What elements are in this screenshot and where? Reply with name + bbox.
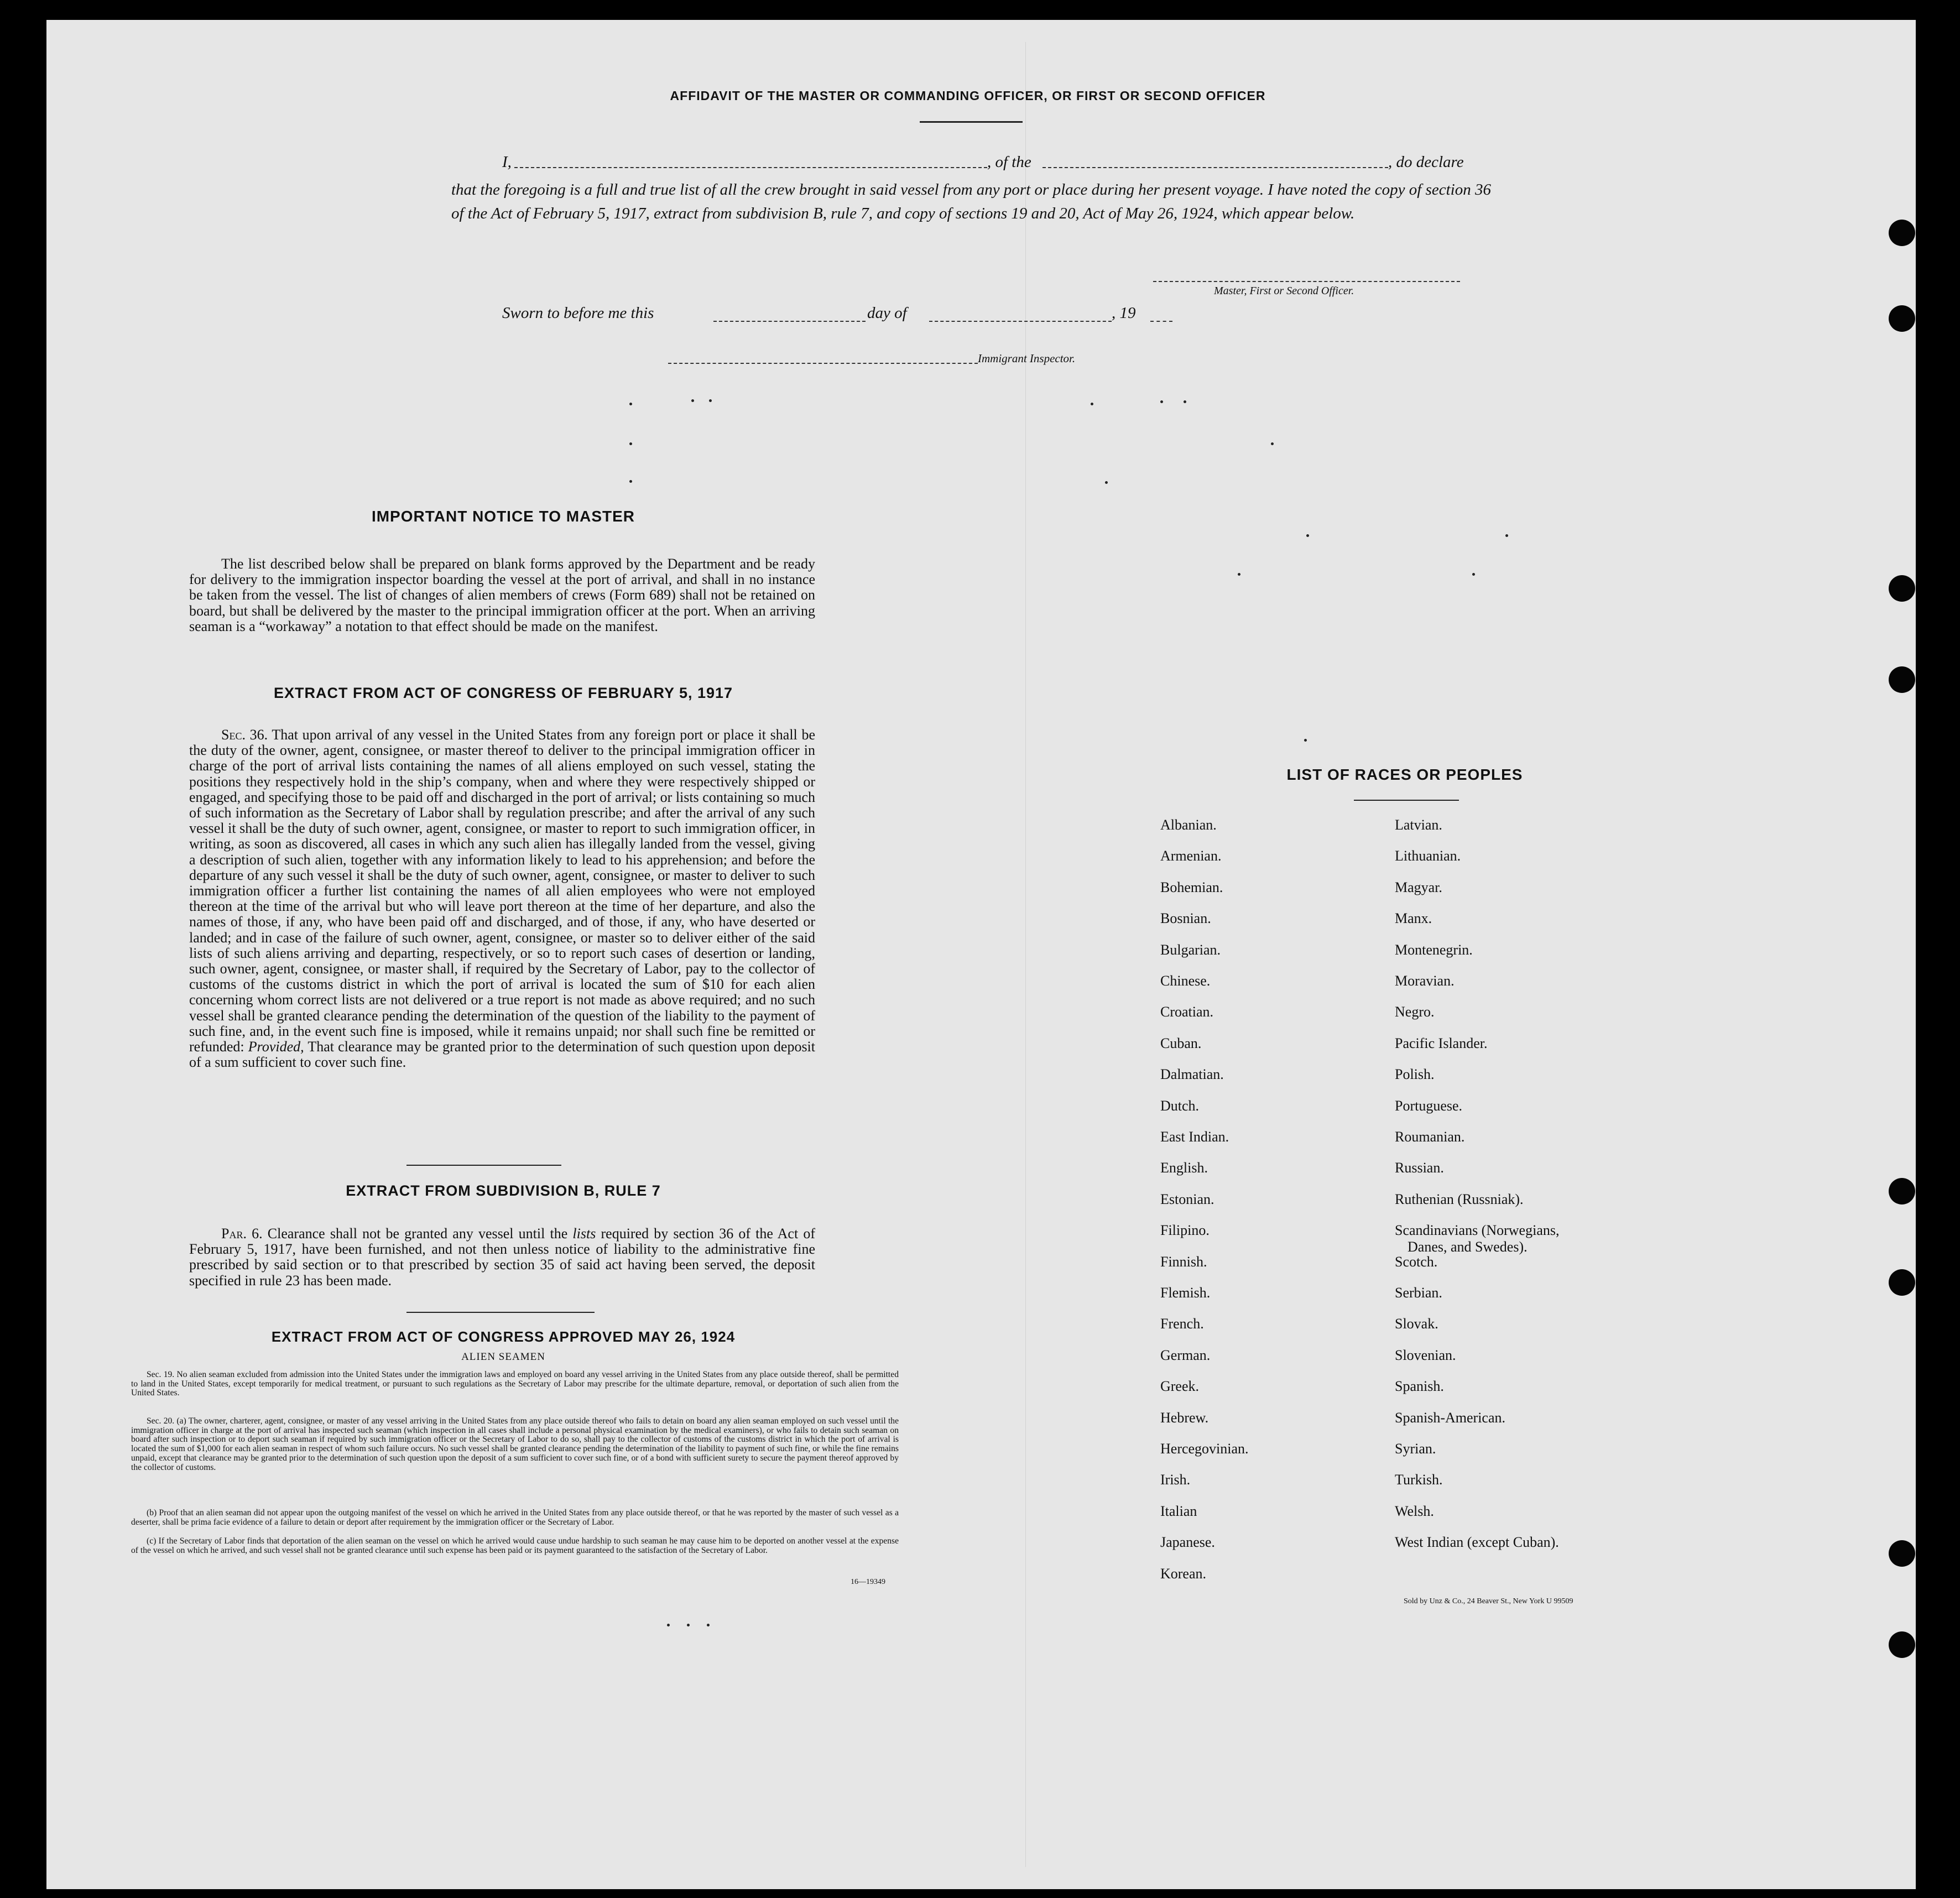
section-36-text [189, 727, 815, 1070]
divider [406, 1165, 561, 1166]
section-20b-text: (b) Proof that an alien seaman did not appear upon the outgoing manifest of the vessel on which he arrived in the United States from any place outside thereof, or that he was reported by the master of such vessel as a deserter, shall be prima facie evidence of a failure to detain or deport after requirement by the immigration officer or the Secretary of Labor. [131, 1508, 899, 1527]
speck [1505, 534, 1508, 537]
race-item: Magyar. [1395, 879, 1442, 895]
race-item: Dalmatian. [1160, 1066, 1224, 1083]
speck [629, 442, 632, 445]
binder-hole [1889, 1178, 1915, 1204]
form-number: 16—19349 [851, 1578, 885, 1586]
affidavit-i: I, [502, 153, 512, 171]
race-item: West Indian (except Cuban). [1395, 1534, 1559, 1551]
race-item: Welsh. [1395, 1503, 1434, 1519]
speck [1271, 442, 1274, 445]
fold-line [1025, 42, 1026, 1867]
race-item: Italian [1160, 1503, 1197, 1519]
sworn-prefix: Sworn to before me this [502, 304, 654, 322]
races-title-rule [1354, 800, 1459, 801]
paragraph-6-rest: required by section 36 of the Act of February 5, 1917, have been furnished, and not then unless notice of liability to the administrative fine prescribed by said section or to that prescribed by section 35 of said act having been served, the deposit specified in rule 23 has been made. [189, 1226, 816, 1289]
speck [709, 399, 712, 402]
race-item: Negro. [1395, 1004, 1435, 1020]
section-36-body: That upon arrival of any vessel in the United States from any foreign port or place it shall be the duty of the owner, agent, consignee, or master thereof to deliver to the principal immigration officer in charge of the port of arrival lists containing the names of all aliens employed on such vessel, stating the positions they respectively hold in the ship’s company, when and where they were respectively shipped or engaged, and specifying those to be paid off and discharged in the port of arrival; or lists containing so much of such information as the Secretary of Labor shall by regulation prescribe; and after the arrival of any such vessel it shall be the duty of such owner, agent, consignee, or master to report to such immigration officer, in writing, as soon as discovered, all cases in which any such alien has illegally landed from the vessel, giving a description of such alien, together with any information likely to lead to his apprehension; and before the departure of any such vessel it shall be the duty of such owner, agent, consignee, or master to deliver to such immigration officer a further list containing the names of all alien employees who were not employed thereon at the time of the arrival but who will leave port thereon at the time of her departure, and also the names of those, if any, who have been paid off and discharged, and of those, if any, who have deserted or landed; and in case of the failure of such owner, agent, consignee, or master so to deliver either of the said lists of such aliens arriving and departing, respectively, or so to report such cases of desertion or landing, such owner, agent, consignee, or master shall, if required by the Secretary of Labor, pay to the collector of customs of the customs district in which the port of arrival is located the sum of $10 for each alien concerning whom correct lists are not delivered or a true report is not made as above required; and no such vessel shall be granted clearance pending the determination of the question of the liability to the payment of such fine, and, in the event such fine is imposed, while it remains unpaid; nor shall such fine be remitted or refunded: [189, 727, 815, 1055]
race-item: Hebrew. [1160, 1409, 1209, 1426]
race-item: Chinese. [1160, 973, 1211, 989]
race-item: Croatian. [1160, 1004, 1214, 1020]
section-36-label: Sec. 36. [221, 727, 268, 743]
race-item: Hercegovinian. [1160, 1441, 1249, 1457]
race-item: Russian. [1395, 1160, 1444, 1176]
race-item: Estonian. [1160, 1191, 1214, 1207]
speck [667, 1624, 670, 1626]
race-item: Turkish. [1395, 1472, 1443, 1488]
sworn-day-field[interactable] [713, 321, 866, 322]
race-item: Armenian. [1160, 848, 1222, 864]
speck [691, 399, 694, 402]
races-title: LIST OF RACES OR PEOPLES [1286, 766, 1523, 783]
extract-1924-title: EXTRACT FROM ACT OF CONGRESS APPROVED MAY 26, 1924 [271, 1328, 736, 1345]
race-item: Manx. [1395, 910, 1432, 927]
paragraph-6-text [189, 1226, 815, 1289]
sworn-day-of: day of [867, 304, 907, 322]
affidavit-title: AFFIDAVIT OF THE MASTER OR COMMANDING OFFICER, OR FIRST OR SECOND OFFICER [670, 88, 1266, 103]
race-item: Latvian. [1395, 817, 1442, 833]
title-rule [920, 121, 1023, 123]
rule-7-title: EXTRACT FROM SUBDIVISION B, RULE 7 [346, 1182, 661, 1199]
section-36-proviso: That clearance may be granted prior to the determination of such question upon deposit of a sum sufficient to cover such fine. [189, 1039, 816, 1071]
race-item: Slovak. [1395, 1316, 1438, 1332]
race-item: Lithuanian. [1395, 848, 1461, 864]
name-field[interactable] [514, 167, 987, 168]
speck [1091, 403, 1093, 405]
race-item: French. [1160, 1316, 1204, 1332]
race-item: Slovenian. [1395, 1347, 1456, 1363]
speck [707, 1624, 710, 1626]
race-item: Japanese. [1160, 1534, 1215, 1551]
vessel-field[interactable] [1042, 167, 1388, 168]
race-item: Spanish. [1395, 1378, 1444, 1395]
notice-body: The list described below shall be prepared on blank forms approved by the Department and be ready for delivery to the immigration inspector boarding the vessel at the port of arrival, and shall in no instance be taken from the vessel. The list of changes of alien members of crews (Form 689) shall not be retained on board, but shall be delivered by the master to the principal immigration officer at the port. When an arriving seaman is a “workaway” a notation to that effect should be made on the manifest. [189, 556, 815, 634]
sworn-year-field[interactable] [1150, 321, 1172, 322]
race-item: Roumanian. [1395, 1129, 1465, 1145]
affidavit-of-the: , of the [987, 153, 1031, 171]
inspector-signature-line[interactable] [668, 363, 978, 364]
speck [687, 1624, 690, 1626]
divider [406, 1312, 595, 1313]
race-item: Polish. [1395, 1066, 1435, 1083]
race-item: Pacific Islander. [1395, 1035, 1488, 1051]
race-item: Spanish-American. [1395, 1409, 1506, 1426]
race-item: Montenegrin. [1395, 941, 1473, 958]
speck [1184, 400, 1186, 403]
race-item: Danes, and Swedes). [1408, 1239, 1528, 1255]
race-item: Bosnian. [1160, 910, 1211, 927]
race-item: Moravian. [1395, 973, 1455, 989]
speck [1238, 573, 1240, 576]
race-item: East Indian. [1160, 1129, 1229, 1145]
race-item: Irish. [1160, 1472, 1191, 1488]
speck [629, 480, 632, 483]
sworn-year: , 19 [1112, 304, 1136, 322]
speck [1472, 573, 1475, 576]
inspector-label: Immigrant Inspector. [978, 352, 1076, 365]
race-item: Syrian. [1395, 1441, 1436, 1457]
race-item: Scandinavians (Norwegians, [1395, 1222, 1560, 1239]
race-item: Albanian. [1160, 817, 1217, 833]
publisher-footer: Sold by Unz & Co., 24 Beaver St., New York U 99509 [1404, 1597, 1573, 1605]
race-item: Scotch. [1395, 1253, 1438, 1270]
provided-word: Provided, [248, 1039, 304, 1055]
binder-hole [1889, 666, 1915, 693]
race-item: English. [1160, 1160, 1208, 1176]
race-item: Serbian. [1395, 1285, 1442, 1301]
alien-seamen-subtitle: ALIEN SEAMEN [461, 1351, 545, 1363]
extract-1917-title: EXTRACT FROM ACT OF CONGRESS OF FEBRUARY 5, 1917 [273, 685, 733, 701]
binder-hole [1889, 220, 1915, 246]
binder-hole [1889, 1631, 1915, 1658]
section-19-text: Sec. 19. No alien seaman excluded from admission into the United States under the immigration laws and employed on board any vessel arriving in the United States from any place outside thereof, shall be permitted to land in the United States, except temporarily for medical treatment, or pursuant to such regulations as the Secretary of Labor may prescribe for the ultimate departure, removal, or deportation of such alien from the United States. [131, 1370, 899, 1398]
master-signature-line[interactable] [1153, 281, 1460, 282]
master-label: Master, First or Second Officer. [1214, 285, 1354, 297]
notice-title: IMPORTANT NOTICE TO MASTER [371, 508, 635, 525]
section-20c-text: (c) If the Secretary of Labor finds that deportation of the alien seaman on the vessel on which he arrived would cause undue hardship to such seaman he may cause him to be deported on another vessel at the expense of the vessel on which he arrived, and such vessel shall not be granted clearance until such expense has been paid or its payment guaranteed to the satisfaction of the Secretary of Labor. [131, 1536, 899, 1555]
race-item: Greek. [1160, 1378, 1200, 1395]
race-item: Cuban. [1160, 1035, 1202, 1051]
section-20a-text: Sec. 20. (a) The owner, charterer, agent, consignee, or master of any vessel arriving in the United States from any place outside thereof who fails to detain on board any alien seaman employed on such vessel until the immigration officer in charge at the port of arrival has inspected such seaman (which inspection in all cases shall include a personal physical examination by the medical examiners), or who fails to detain such seaman on board after such inspection or to deport such seaman if required by such immigration officer or the Secretary of Labor to do so, shall pay to the collector of customs of the customs district in which the port of arrival is located the sum of $1,000 for each alien seaman in respect of whom such failure occurs. No such vessel shall be granted clearance pending the determination of the liability to payment of such fine, or while the fine remains unpaid, except that clearance may be granted prior to the determination of such question upon the deposit of a sum sufficient to cover such fine, or of a bond with sufficient surety to secure the payment thereof approved by the collector of customs. [131, 1416, 899, 1472]
race-item: Bohemian. [1160, 879, 1223, 895]
race-item: Ruthenian (Russniak). [1395, 1191, 1524, 1207]
binder-hole [1889, 1540, 1915, 1567]
speck [1304, 739, 1307, 742]
race-item: Portuguese. [1395, 1097, 1463, 1114]
race-item: Finnish. [1160, 1253, 1207, 1270]
lists-word: lists [572, 1226, 596, 1242]
race-item: Korean. [1160, 1565, 1207, 1582]
paragraph-6-body: Clearance shall not be granted any vessel until the [267, 1226, 568, 1242]
race-item: Filipino. [1160, 1222, 1210, 1239]
speck [1105, 481, 1108, 484]
affidavit-declare: , do declare [1388, 153, 1464, 171]
paragraph-6-label: Par. 6. [221, 1226, 263, 1242]
race-item: Bulgarian. [1160, 941, 1221, 958]
speck [629, 403, 632, 405]
affidavit-body: that the foregoing is a full and true list of all the crew brought in said vessel from any port or place during her present voyage. I have noted the copy of section 36 of the Act of February 5, 1917, extract from subdivision B, rule 7, and copy of sections 19 and 20, Act of May 26, 1924, which appear below. [451, 181, 1491, 222]
binder-hole [1889, 575, 1915, 602]
binder-hole [1889, 305, 1915, 332]
speck [1306, 534, 1309, 537]
sworn-month-field[interactable] [929, 321, 1112, 322]
race-item: German. [1160, 1347, 1211, 1363]
race-item: Flemish. [1160, 1285, 1211, 1301]
speck [1160, 400, 1163, 403]
race-item: Dutch. [1160, 1097, 1200, 1114]
binder-hole [1889, 1269, 1915, 1296]
